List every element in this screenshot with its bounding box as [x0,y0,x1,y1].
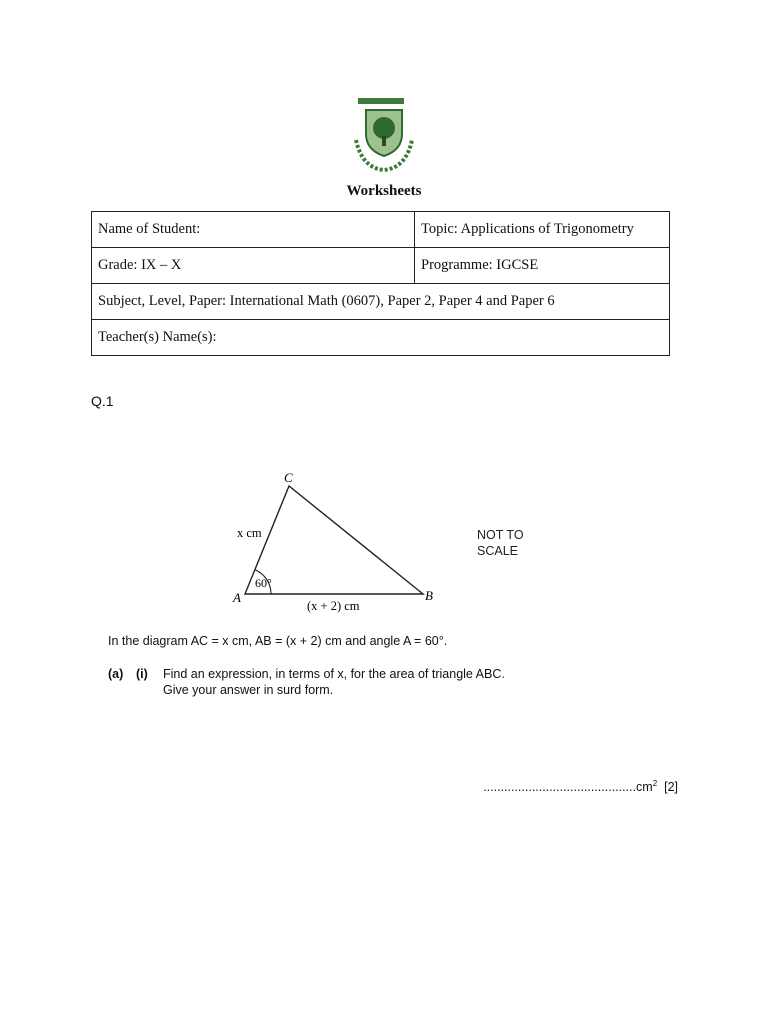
marks-label: [2] [664,780,678,795]
answer-dots: ............................................ [483,780,637,795]
side-ac-label: x cm [237,526,262,540]
instruction-line-2: Give your answer in surd form. [163,683,334,697]
page-title: Worksheets [346,183,422,199]
part-i-label: (i) [136,667,148,681]
student-info-table [91,211,670,356]
question-statement: In the diagram AC = x cm, AB = (x + 2) cm and angle A = 60°. [108,634,448,648]
vertex-a-label: A [233,590,241,605]
part-a-label: (a) [108,667,124,681]
vertex-b-label: B [425,588,433,603]
answer-unit: cm [636,780,653,795]
subject-cell: Subject, Level, Paper: International Math (0607), Paper 2, Paper 4 and Paper 6 [92,284,670,320]
not-to-scale-note: NOT TO SCALE [477,528,524,558]
answer-power: 2 [652,779,658,788]
side-ab-label: (x + 2) cm [307,599,360,613]
grade-cell: Grade: IX – X [92,248,415,284]
student-name-cell: Name of Student: [92,212,415,248]
teacher-cell: Teacher(s) Name(s): [92,320,670,356]
answer-line [483,779,678,794]
tree-icon [373,117,395,139]
instruction-line-1: Find an expression, in terms of x, for the area of triangle ABC. [163,667,505,681]
topic-cell: Topic: Applications of Trigonometry [415,212,670,248]
question-number: Q.1 [91,393,114,409]
triangle-diagram [225,460,455,620]
school-logo [348,94,420,174]
programme-cell: Programme: IGCSE [415,248,670,284]
vertex-c-label: C [284,470,293,485]
angle-label: 60° [255,576,272,590]
logo-banner-icon [358,98,404,104]
